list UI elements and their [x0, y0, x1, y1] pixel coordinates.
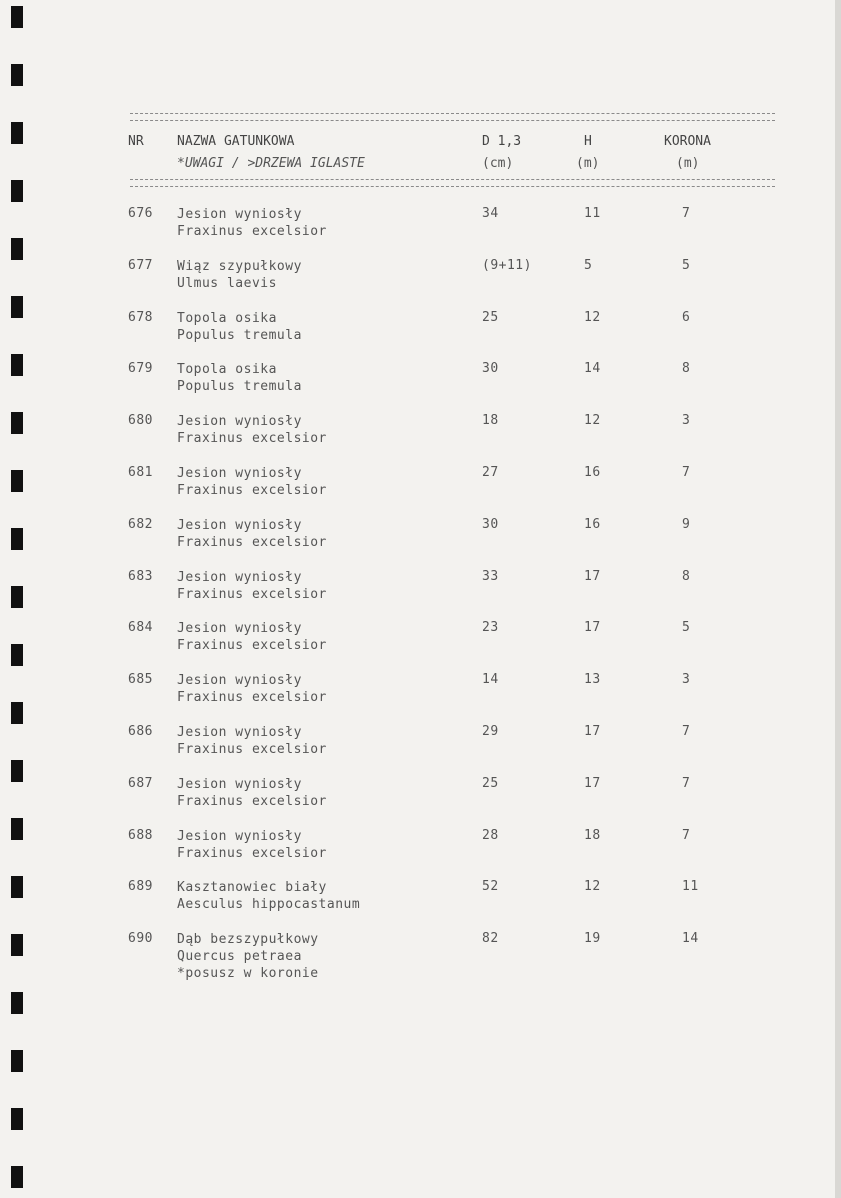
row-name: [177, 828, 327, 862]
row-nr: 689: [128, 879, 153, 895]
row-name: [177, 206, 327, 240]
row-diameter: 25: [482, 309, 499, 325]
latin-name: Fraxinus excelsior: [177, 690, 327, 706]
row-height: 16: [584, 516, 601, 532]
table-row: [0, 465, 841, 511]
row-crown: 7: [682, 724, 691, 739]
row-height: 18: [584, 827, 601, 843]
row-height: 14: [584, 361, 601, 377]
row-diameter: (9+11): [482, 257, 532, 273]
polish-name: Topola osika: [177, 310, 277, 326]
row-diameter: 28: [482, 827, 499, 843]
row-crown: 7: [682, 465, 691, 480]
header-d: D 1,3: [482, 134, 522, 149]
latin-name: Fraxinus excelsior: [177, 586, 327, 602]
table-row: [0, 569, 841, 615]
row-crown: 7: [682, 206, 691, 221]
row-nr: 680: [128, 413, 153, 429]
binding-hole: [11, 992, 23, 1014]
header-name-sub: *UWAGI / >DRZEWA IGLASTE: [177, 156, 365, 171]
table-row: [0, 413, 841, 459]
row-diameter: 82: [482, 931, 499, 947]
row-diameter: 52: [482, 879, 499, 895]
polish-name: Topola osika: [177, 362, 277, 378]
row-height: 17: [584, 620, 601, 636]
table-row: [0, 776, 841, 822]
row-height: 17: [584, 775, 601, 791]
table-row: [0, 672, 841, 718]
row-name: [177, 776, 327, 810]
row-nr: 683: [128, 568, 153, 584]
header-h: H: [584, 134, 592, 149]
row-crown: 5: [682, 620, 691, 636]
polish-name: Jesion wyniosły: [177, 828, 302, 844]
polish-name: Jesion wyniosły: [177, 414, 302, 430]
row-height: 16: [584, 465, 601, 480]
header-d-unit: (cm): [482, 156, 514, 171]
row-diameter: 14: [482, 672, 499, 688]
row-diameter: 33: [482, 568, 499, 584]
row-name: [177, 465, 327, 499]
row-height: 19: [584, 931, 601, 947]
header-top-rule: [130, 113, 775, 121]
latin-name: Aesculus hippocastanum: [177, 897, 361, 913]
latin-name: Fraxinus excelsior: [177, 534, 327, 550]
row-name: [177, 724, 327, 758]
remark: *posusz w koronie: [177, 966, 319, 982]
latin-name: Fraxinus excelsior: [177, 431, 327, 447]
row-crown: 8: [682, 361, 691, 377]
polish-name: Wiąz szypułkowy: [177, 258, 302, 274]
binding-hole: [11, 1050, 23, 1072]
polish-name: Jesion wyniosły: [177, 776, 302, 792]
table-row: [0, 879, 841, 925]
table-row: [0, 517, 841, 563]
row-height: 17: [584, 568, 601, 584]
header-h-unit: (m): [576, 156, 600, 171]
row-crown: 8: [682, 568, 691, 584]
row-crown: 7: [682, 827, 691, 843]
latin-name: Fraxinus excelsior: [177, 845, 327, 861]
table-row: [0, 258, 841, 304]
latin-name: Quercus petraea: [177, 949, 302, 965]
polish-name: Jesion wyniosły: [177, 517, 302, 533]
latin-name: Fraxinus excelsior: [177, 224, 327, 239]
latin-name: Populus tremula: [177, 327, 302, 343]
row-name: [177, 672, 327, 706]
row-diameter: 23: [482, 620, 499, 636]
row-crown: 14: [682, 931, 699, 947]
table-row: [0, 724, 841, 770]
row-nr: 682: [128, 516, 153, 532]
row-nr: 676: [128, 206, 153, 221]
row-nr: 677: [128, 257, 153, 273]
row-crown: 11: [682, 879, 699, 895]
table-row: [0, 828, 841, 874]
row-name: [177, 569, 327, 603]
row-height: 12: [584, 309, 601, 325]
polish-name: Jesion wyniosły: [177, 569, 302, 585]
row-name: [177, 931, 319, 982]
table-row: [0, 361, 841, 407]
row-crown: 3: [682, 413, 691, 429]
row-nr: 679: [128, 361, 153, 377]
row-nr: 688: [128, 827, 153, 843]
row-crown: 7: [682, 775, 691, 791]
polish-name: Jesion wyniosły: [177, 621, 302, 637]
row-crown: 6: [682, 309, 691, 325]
row-name: [177, 517, 327, 551]
row-nr: 681: [128, 465, 153, 480]
polish-name: Kasztanowiec biały: [177, 880, 327, 896]
binding-hole: [11, 1166, 23, 1188]
row-height: 5: [584, 257, 593, 273]
latin-name: Fraxinus excelsior: [177, 483, 327, 498]
row-height: 12: [584, 879, 601, 895]
table-row: [0, 620, 841, 666]
binding-hole: [11, 6, 23, 28]
polish-name: Jesion wyniosły: [177, 673, 302, 689]
table-row: [0, 206, 841, 252]
row-name: [177, 620, 327, 654]
polish-name: Jesion wyniosły: [177, 466, 302, 481]
row-name: [177, 413, 327, 447]
binding-hole: [11, 122, 23, 144]
row-nr: 686: [128, 724, 153, 739]
row-nr: 690: [128, 931, 153, 947]
header-bottom-rule: [130, 179, 775, 187]
row-name: [177, 258, 302, 292]
row-diameter: 34: [482, 206, 499, 221]
table-row: [0, 310, 841, 356]
row-diameter: 30: [482, 516, 499, 532]
row-crown: 9: [682, 516, 691, 532]
header-korona: KORONA: [664, 134, 711, 149]
row-diameter: 27: [482, 465, 499, 480]
row-nr: 678: [128, 309, 153, 325]
latin-name: Fraxinus excelsior: [177, 793, 327, 809]
latin-name: Ulmus laevis: [177, 275, 277, 291]
row-nr: 684: [128, 620, 153, 636]
row-diameter: 30: [482, 361, 499, 377]
row-name: [177, 361, 302, 395]
row-height: 17: [584, 724, 601, 739]
row-name: [177, 879, 360, 913]
row-name: [177, 310, 302, 344]
row-diameter: 25: [482, 775, 499, 791]
row-diameter: 18: [482, 413, 499, 429]
binding-hole: [11, 180, 23, 202]
polish-name: Jesion wyniosły: [177, 725, 302, 740]
polish-name: Jesion wyniosły: [177, 207, 302, 222]
row-crown: 5: [682, 257, 691, 273]
row-nr: 687: [128, 775, 153, 791]
latin-name: Populus tremula: [177, 379, 302, 395]
row-height: 13: [584, 672, 601, 688]
row-crown: 3: [682, 672, 691, 688]
row-diameter: 29: [482, 724, 499, 739]
header-name: NAZWA GATUNKOWA: [177, 134, 295, 149]
binding-hole: [11, 1108, 23, 1130]
row-height: 11: [584, 206, 601, 221]
latin-name: Fraxinus excelsior: [177, 742, 327, 757]
header-nr: NR: [128, 134, 144, 149]
latin-name: Fraxinus excelsior: [177, 638, 327, 654]
binding-hole: [11, 64, 23, 86]
table-row: [0, 931, 841, 982]
row-height: 12: [584, 413, 601, 429]
header-korona-unit: (m): [676, 156, 700, 171]
row-nr: 685: [128, 672, 153, 688]
polish-name: Dąb bezszypułkowy: [177, 932, 319, 948]
